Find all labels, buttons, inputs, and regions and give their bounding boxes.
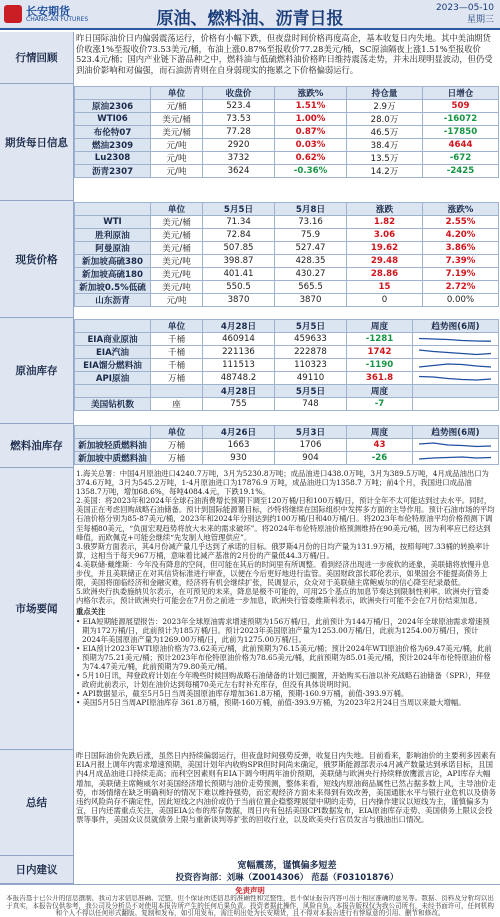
section-label-advice: 日内建议: [0, 856, 74, 884]
section-label-stocks: 原油库存: [0, 318, 74, 424]
stocks-header-cell: 单位: [151, 320, 203, 333]
unit-cell: 元/吨: [151, 152, 203, 165]
bullet-icon: •: [76, 689, 83, 699]
change-pct-cell: 7.19%: [423, 268, 499, 281]
inventory-name: EIA馏分燃料油: [75, 359, 151, 372]
focus-text: 5月10日讯，拜登政府计划在今年晚些时候回购战略石油储备的计划已搁置，开始购买石油以补充战略石油储备（SPR），拜登政府此前表示，计划在油价达到每桶70美元左右时补充库存，但没有具体说明时间。: [82, 671, 491, 690]
inventory-day2-cell: 459633: [275, 333, 347, 346]
bullet-icon: •: [76, 643, 83, 653]
unit-cell: 千桶: [151, 333, 203, 346]
unit-cell: 万桶: [151, 439, 203, 452]
fuel-header-row: [75, 426, 499, 439]
price-day2-cell: 75.9: [275, 229, 347, 242]
trend-line: [419, 443, 491, 447]
price-day1-cell: 401.41: [203, 268, 275, 281]
stocks-row: [75, 372, 499, 385]
change-cell: 0: [347, 294, 423, 307]
futures-header-row: [75, 87, 499, 100]
spot-header-cell: 涨跌%: [423, 203, 499, 216]
spot-name: WTI: [75, 216, 151, 229]
news-item: 3.俄罗斯方面表示，其4月份减产量几乎达到了承诺的目标。俄罗斯4月份的日均产量为131.9万桶，按照每吨7.33桶的转换率计算，这相当于每天967万桶，意味着比减产基准的2月份的产量低44.3万桶/日。: [76, 541, 490, 560]
price-day1-cell: 72.84: [203, 229, 275, 242]
unit-cell: 美元/吨: [151, 255, 203, 268]
focus-item: [76, 617, 496, 644]
stocks-table: [74, 319, 499, 411]
fuel-stocks-table: [74, 425, 499, 465]
trend-cell: [413, 346, 499, 359]
weekly-change-cell: -26: [347, 452, 413, 465]
divider: [0, 884, 500, 885]
inventory-name: 新加坡中质燃料油: [75, 452, 151, 465]
change-cell: 28.86: [347, 268, 423, 281]
review-text: 昨日国际油价日内偏弱震荡运行，价格有小幅下跌，但夜盘时间价格再度高企，基本收复日内失地。其中美油期货价收涨1%至报收价73.53美元/桶，布油上涨0.87%至报收价77.28美元/桶，SC原油隔夜上涨1.51%至报收价523.4元/桶；国内产业链下游品种之中，燃料油与低硫燃料油价格昨日维持震荡走势，并未出现明显波动，但仍受到油价影响和对偏强，而石油沥青则在自身弱现实的拖累之下价格偏弱运行。: [76, 33, 493, 75]
rig-row: [75, 398, 499, 411]
focus-text: 美国5月5日当周API原油库存 361.8万桶，预期-160万桶，前值-393.9万桶，为2023年2月24日当周以来最大增幅。: [82, 698, 466, 708]
unit-cell: 美元/吨: [151, 281, 203, 294]
contract-name: 原油2306: [75, 100, 151, 113]
unit-cell: 美元/桶: [151, 242, 203, 255]
trend-cell: [413, 439, 499, 452]
focus-text: EIA短期能源展望报告：2023年全球原油需求增速预期为156万桶/日，此前预计为144万桶/日，2024年全球原油需求增速预期为172万桶/日，此前预计为185万桶/日。预计2023年美国原油产量为1253.00万桶/日，此前为1254.00万桶/日，预计2024年美国原油产量为1269.00万桶/日，此前为1275.00万桶/日。: [82, 616, 490, 644]
report-header: [0, 0, 500, 30]
daily-oi-change-cell: -17850: [423, 126, 499, 139]
focus-item: [76, 671, 496, 689]
unit-cell: 千桶: [151, 359, 203, 372]
futures-table: [74, 86, 499, 178]
stocks-header-cell: 5月5日: [275, 320, 347, 333]
change-pct-cell: 3.86%: [423, 242, 499, 255]
trend-sparkline: [415, 346, 495, 358]
futures-row: [75, 113, 499, 126]
change-pct-cell: 2.72%: [423, 281, 499, 294]
brand-name-cn: 长安期货: [26, 5, 70, 18]
change-cell: 15: [347, 281, 423, 294]
spot-name: 胜利原油: [75, 229, 151, 242]
fuel-header-cell: 周度: [347, 426, 413, 439]
unit-cell: 万桶: [151, 452, 203, 465]
focus-item: [76, 644, 496, 671]
analyst-text: 投资咨询部：刘琳（Z0014306） 范磊（F03101876）: [175, 873, 399, 883]
unit-cell: 座: [151, 398, 203, 411]
spot-name: 山东沥青: [75, 294, 151, 307]
contract-name: 燃油2309: [75, 139, 151, 152]
market-news: [76, 469, 496, 750]
spot-header-cell: 单位: [151, 203, 203, 216]
price-day2-cell: 428.35: [275, 255, 347, 268]
trend-cell: [413, 372, 499, 385]
bullet-icon: •: [76, 698, 83, 708]
stocks-row: [75, 333, 499, 346]
fuel-header-cell: 5月3日: [275, 426, 347, 439]
stocks-header-cell: 4月28日: [203, 320, 275, 333]
stocks-header-cell: 趋势图(6周): [413, 320, 499, 333]
report-date: [436, 2, 494, 26]
unit-cell: 元/吨: [151, 165, 203, 178]
rig-name: 美国钻机数: [75, 398, 151, 411]
inventory-day1-cell: 221136: [203, 346, 275, 359]
focus-item: [76, 698, 496, 707]
fuel-header-cell: 单位: [151, 426, 203, 439]
focus-text: EIA预计2023年WTI原油价格为73.62美元/桶，此前预期为76.15美元/桶；预计2024年WTI原油价格为69.47美元/桶，此前预期为75.21美元/桶；预计2023年布伦特原油价格为78.65美元/桶，此前预期为85.01美元/桶，预计2024年布伦特原油价格为74.47美元/桶，此前预期为79.80美元/桶。: [82, 643, 492, 671]
change-pct-cell: 7.39%: [423, 255, 499, 268]
disclaimer-title: 免责声明: [235, 886, 265, 895]
spot-name: 新加坡高硫380: [75, 255, 151, 268]
section-label-market: 市场要闻: [0, 468, 74, 750]
weekly-change-cell: 1742: [347, 346, 413, 359]
spot-header-cell: 5月5日: [203, 203, 275, 216]
bullet-icon: •: [76, 616, 83, 626]
weekday-text: 星期三: [466, 15, 494, 25]
spot-table: [74, 202, 499, 307]
spot-row: [75, 255, 499, 268]
contract-name: WTI06: [75, 113, 151, 126]
section-label-futures: 期货每日信息: [0, 84, 74, 201]
empty-cell: [413, 398, 499, 411]
unit-cell: 元/桶: [151, 100, 203, 113]
futures-header-cell: 日增仓: [423, 87, 499, 100]
inventory-name: 新加坡轻质燃料油: [75, 439, 151, 452]
focus-item: [76, 689, 496, 698]
inventory-day1-cell: 930: [203, 452, 275, 465]
section-label-fuel-stocks: 燃料油库存: [0, 424, 74, 468]
trend-cell: [413, 452, 499, 465]
change-cell: 3.06: [347, 229, 423, 242]
trend-sparkline: [415, 452, 495, 464]
spot-header-cell: 5月8日: [275, 203, 347, 216]
inventory-name: API原油: [75, 372, 151, 385]
spot-row: [75, 242, 499, 255]
trend-sparkline: [415, 333, 495, 345]
contract-name: Lu2308: [75, 152, 151, 165]
futures-row: [75, 165, 499, 178]
date-text: 2023—05-10: [435, 3, 494, 13]
open-interest-cell: 38.4万: [347, 139, 423, 152]
section-label-review: 行情回顾: [0, 32, 74, 84]
price-day1-cell: 71.34: [203, 216, 275, 229]
contract-name: 布伦特07: [75, 126, 151, 139]
spot-name: 阿曼原油: [75, 242, 151, 255]
futures-header-cell: 涨跌%: [275, 87, 347, 100]
futures-header-cell: [75, 87, 151, 100]
spot-row: [75, 229, 499, 242]
spot-header-cell: [75, 203, 151, 216]
price-day1-cell: 398.87: [203, 255, 275, 268]
futures-row: [75, 126, 499, 139]
section-label-spot: 现货价格: [0, 201, 74, 318]
close-cell: 2920: [203, 139, 275, 152]
rig-header-cell: [75, 385, 151, 398]
unit-cell: 美元/桶: [151, 216, 203, 229]
rig-header-cell: [151, 385, 203, 398]
open-interest-cell: 13.5万: [347, 152, 423, 165]
stocks-header-cell: 周度: [347, 320, 413, 333]
price-day2-cell: 565.5: [275, 281, 347, 294]
contract-name: 沥青2307: [75, 165, 151, 178]
close-cell: 73.53: [203, 113, 275, 126]
spot-row: [75, 268, 499, 281]
brand-name-en: CHANG-AN FUTURES: [26, 16, 89, 23]
fuel-header-cell: 4月26日: [203, 426, 275, 439]
change-pct-cell: 0.03%: [275, 139, 347, 152]
stocks-header-row: [75, 320, 499, 333]
daily-oi-change-cell: -16072: [423, 113, 499, 126]
trend-sparkline: [415, 372, 495, 384]
weekly-change-cell: 361.8: [347, 372, 413, 385]
inventory-day1-cell: 111513: [203, 359, 275, 372]
weekly-change-cell: -1190: [347, 359, 413, 372]
daily-oi-change-cell: -672: [423, 152, 499, 165]
rig-header-cell: 4月28日: [203, 385, 275, 398]
open-interest-cell: 46.5万: [347, 126, 423, 139]
unit-cell: 元/吨: [151, 139, 203, 152]
trend-sparkline: [415, 359, 495, 371]
trend-cell: [413, 333, 499, 346]
news-item: 5.欧洲央行执委施纳贝尔表示，在可预见的未来，降息是极不可能的，可用25个基点的加息节奏达到限制性利率。欧洲央行管委内格尔表示，预计欧洲央行可能会在7月份之前进一步加息，欧洲央行管委维斯科表示，欧洲央行可能不会在7月份结束加息。: [76, 587, 489, 606]
bullet-icon: •: [76, 671, 83, 681]
trend-line: [419, 457, 491, 459]
daily-oi-change-cell: -2425: [423, 165, 499, 178]
fuel-header-cell: [75, 426, 151, 439]
price-day2-cell: 527.47: [275, 242, 347, 255]
news-item: 1.海关总署：中国4月原油进口4240.7万吨，3月为5230.8万吨；成品油进口438.0万吨，3月为389.5万吨，4月成品油出口为374.6万吨，3月为545.2万吨，1-4月原油进口为17876.9 万吨，成品油进口为1358.7 万吨；前4个月，我国进口成品油1358.7万吨，增加68.6%，每吨4084.4元，下跌19.1%。: [76, 469, 489, 497]
stocks-header-cell: [75, 320, 151, 333]
trend-cell: [413, 359, 499, 372]
rig-header-cell: 5月5日: [275, 385, 347, 398]
change-cell: 1.82: [347, 216, 423, 229]
trend-line: [419, 339, 491, 342]
futures-row: [75, 139, 499, 152]
open-interest-cell: 28.0万: [347, 113, 423, 126]
unit-cell: 万桶: [151, 372, 203, 385]
inventory-day1-cell: 48748.2: [203, 372, 275, 385]
rig-header-cell: 周度: [347, 385, 413, 398]
trend-line: [419, 377, 491, 381]
change-pct-cell: 1.51%: [275, 100, 347, 113]
fuel-stocks-row: [75, 452, 499, 465]
futures-header-cell: 单位: [151, 87, 203, 100]
price-day2-cell: 73.16: [275, 216, 347, 229]
trend-sparkline: [415, 439, 495, 451]
section-label-summary: 总结: [0, 750, 74, 856]
inventory-day2-cell: 49110: [275, 372, 347, 385]
advice-text: 宽幅震荡，谨慎偏多短差: [237, 861, 337, 871]
trend-line: [419, 364, 491, 367]
inventory-day1-cell: 460914: [203, 333, 275, 346]
spot-name: 新加坡高硫180: [75, 268, 151, 281]
change-cell: 19.62: [347, 242, 423, 255]
open-interest-cell: 14.2万: [347, 165, 423, 178]
price-day1-cell: 550.5: [203, 281, 275, 294]
inventory-day1-cell: 1663: [203, 439, 275, 452]
rig-header-row: [75, 385, 499, 398]
change-pct-cell: 1.00%: [275, 113, 347, 126]
rig-day1-cell: 755: [203, 398, 275, 411]
unit-cell: 美元/桶: [151, 126, 203, 139]
change-pct-cell: 0.87%: [275, 126, 347, 139]
unit-cell: 美元/桶: [151, 113, 203, 126]
summary-text: 昨日国际油价先跌后涨，虽然日内持续偏弱运行，但夜盘时间强势反弹，收复日内失地。目前看来，影响油价的主要利多因素有EIA月报上调年内需求增速预期，美国计划年内收购SPR但时间尚未确定，俄罗斯能源部表示4月减产数量达到承诺目标，且国内4月成品油进口持续走高；而利空因素则有EIA下调今明两年油价预期，美联储与欧洲央行持续释放鹰派言论，API库存大幅增加，美联储主席鲍威尔对美国经济增长预期与油价走势预测，整体来看，短线内原油商品属性已然占据多数上风，主导油价走势，市场情绪在缺乏明确利好的情况下难以维持强势，而宏观经济方面未来得到有效改善，美国通胀水平与银行业危机以及债务违约风险尚存不确定性，因此短线之内油价或仍于当前位置企稳整理展望中期的走势，日内操作建议以短线为主，谨慎偏多为宜，日内还需重点关注，美国EIA公布的库存数据，周日内有包括美国CPI数据发布，EIA原油库存走势、美国债务上限议会投票等事件，美国众议员就债务上限与重新谈判等扩张的回收行业，以及欧美央行官员发言与俄油出口情况。: [76, 751, 496, 825]
unit-cell: 美元/桶: [151, 229, 203, 242]
report-title: 原油、燃料油、沥青日报: [156, 9, 344, 29]
daily-oi-change-cell: 509: [423, 100, 499, 113]
close-cell: 3624: [203, 165, 275, 178]
fuel-stocks-row: [75, 439, 499, 452]
rig-day2-cell: 748: [275, 398, 347, 411]
fuel-header-cell: 趋势图(6周): [413, 426, 499, 439]
spot-name: 新加坡0.5%低硫: [75, 281, 151, 294]
unit-cell: 千桶: [151, 346, 203, 359]
inventory-name: EIA汽油: [75, 346, 151, 359]
news-item: 4.美联储·戴维斯：今年没有降息的空间，但可能在其后的时间里有所调整。看到经济出现进一步疲软的迹象，美联储将放慢升息步伐，并且美联储正在对其信贷标准进行审查，以便在今后更好地进行监管。美国财政部长耶伦表示，如果国会不能提高债务上限，美国将面临经济和金融灾难，经济将有机会继续扩张，民调显示，众众对于美联储主席鲍威尔的信心降至纪录最低。: [76, 559, 490, 588]
inventory-day2-cell: 110323: [275, 359, 347, 372]
futures-row: [75, 152, 499, 165]
price-day2-cell: 430.27: [275, 268, 347, 281]
change-pct-cell: 2.55%: [423, 216, 499, 229]
change-cell: 29.48: [347, 255, 423, 268]
disclaimer-text: 本报告基于已公开的信息撰制，我司力求信息准确、完整，但不保证所述信息的准确性和完整性，也不保证报告内容可出于相应准确的意见等。数据、资料及分析均以出于真实，本报告仅供参考，我公司及分析员不对使用本报告所产生的任何后果负责。投资者据此操作，风险自负。本报告版权仅为我公司所有，未经书面许可，任何机构和个人不得以任何形式翻版、复制和发布，如引用发布，需注明出处为长安期货，且不得对本报告进行有悖原意的引用、删节和修改。: [6, 895, 494, 917]
futures-header-cell: 持仓量: [347, 87, 423, 100]
change-pct-cell: -0.36%: [275, 165, 347, 178]
spot-header-row: [75, 203, 499, 216]
close-cell: 523.4: [203, 100, 275, 113]
stocks-row: [75, 346, 499, 359]
close-cell: 77.28: [203, 126, 275, 139]
futures-header-cell: 收盘价: [203, 87, 275, 100]
unit-cell: 美元/吨: [151, 268, 203, 281]
weekly-change-cell: 43: [347, 439, 413, 452]
weekly-change-cell: -1281: [347, 333, 413, 346]
change-pct-cell: 0.62%: [275, 152, 347, 165]
rig-change-cell: -7: [347, 398, 413, 411]
inventory-day2-cell: 222878: [275, 346, 347, 359]
spot-row: [75, 216, 499, 229]
daily-oi-change-cell: 4644: [423, 139, 499, 152]
spot-row: [75, 281, 499, 294]
trend-line: [419, 350, 491, 355]
futures-row: [75, 100, 499, 113]
inventory-day2-cell: 904: [275, 452, 347, 465]
spot-header-cell: 涨跌: [347, 203, 423, 216]
unit-cell: 元/吨: [151, 294, 203, 307]
price-day1-cell: 3870: [203, 294, 275, 307]
stocks-row: [75, 359, 499, 372]
change-pct-cell: 0.00%: [423, 294, 499, 307]
inventory-name: EIA商业原油: [75, 333, 151, 346]
price-day2-cell: 3870: [275, 294, 347, 307]
change-pct-cell: 4.20%: [423, 229, 499, 242]
open-interest-cell: 2.9万: [347, 100, 423, 113]
rig-header-cell: [413, 385, 499, 398]
focus-title: 重点关注: [76, 607, 106, 617]
price-day1-cell: 507.85: [203, 242, 275, 255]
spot-row: [75, 294, 499, 307]
inventory-day2-cell: 1706: [275, 439, 347, 452]
focus-text: API数据显示，截至5月5日当周美国原油库存增加361.8万桶，预期-160.9万桶，前值-393.9万桶。: [82, 689, 409, 699]
close-cell: 3732: [203, 152, 275, 165]
news-item: 2.美国：将2023年和2024年全球石油消费增长预期下调至120万桶/日和100万桶/日，预计全年不太可能达到过去水平。同时，美国正在考虑回购战略石油储备。预计到国际能源署目标，沙特将继续在国际组织中发挥多方面的主导作用。预计石油市场的平均石油价格分别为85-87美元/桶，2023年和2024年分别达到约100万桶/日和40万桶/日。将2023年布伦特原油平均价格预测下调至每桶80美元，“负面宏观趋势将放大未来的需求破坏”。将2024年布伦特原油价格预测维持在90美元/桶，因为利率应已经达到峰值，而欧佩克+可能会继续“先发制人地管理供应”。: [76, 496, 495, 542]
